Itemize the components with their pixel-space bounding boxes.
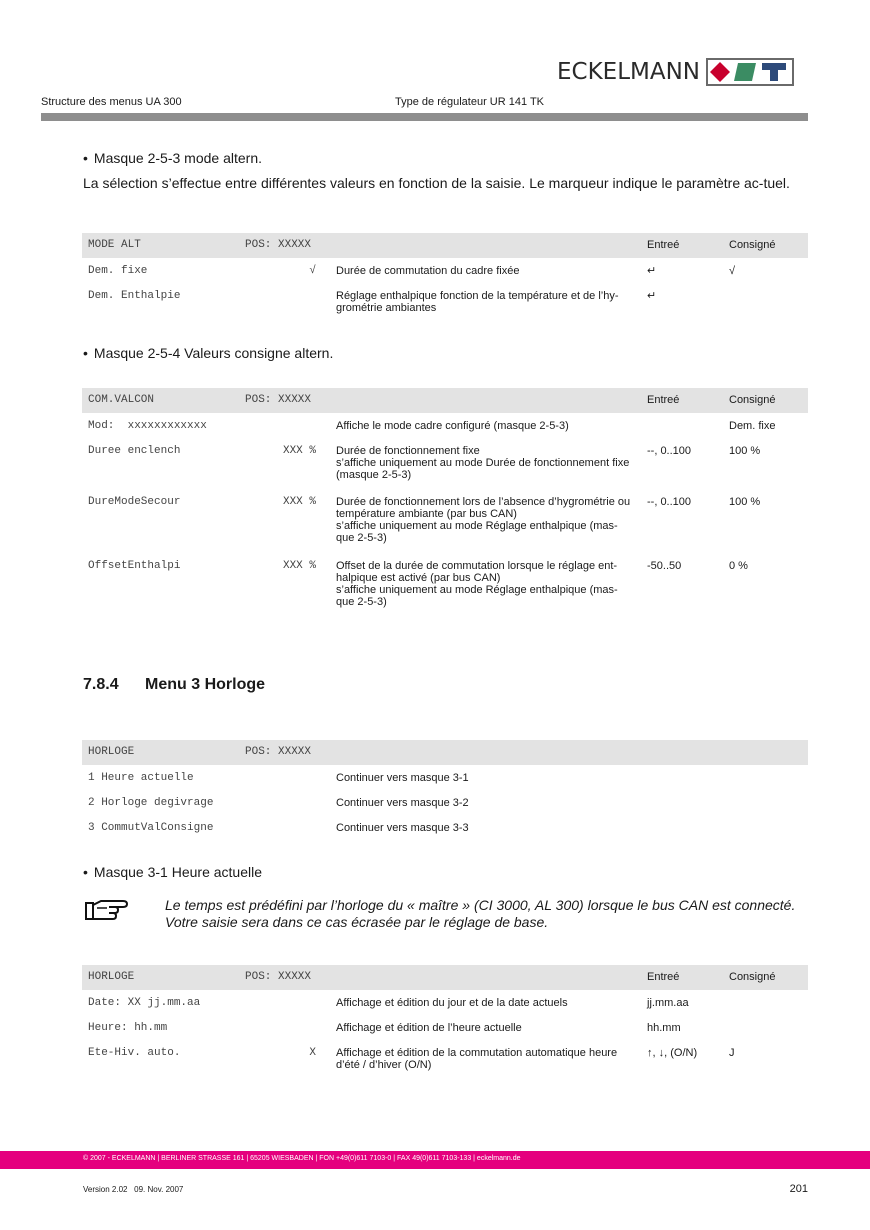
- row-description: Continuer vers masque 3-1: [336, 772, 469, 784]
- row-consigne: 0 %: [729, 560, 748, 572]
- row-entree: --, 0..100: [647, 445, 692, 457]
- header-left-title: Structure des menus UA 300: [41, 96, 182, 108]
- table-row: [82, 815, 808, 840]
- th-entree: Entreé: [647, 239, 680, 251]
- th-consigne: Consigné: [729, 239, 776, 251]
- row-param: 2 Horloge degivrage: [88, 797, 214, 809]
- logo-squares-icon: [708, 60, 792, 84]
- th-consigne: Consigné: [729, 394, 776, 406]
- table-row: [82, 790, 808, 815]
- th-entree: Entreé: [647, 394, 680, 406]
- th-entree: Entreé: [647, 971, 680, 983]
- row-consigne: Dem. fixe: [729, 420, 776, 432]
- table-row: [82, 553, 808, 617]
- logo-mark: [706, 58, 794, 86]
- table-header: [82, 388, 808, 413]
- row-consigne: J: [729, 1047, 735, 1059]
- row-param: 3 CommutValConsigne: [88, 822, 214, 834]
- footer-version: Version 2.02 09. Nov. 2007: [83, 1185, 184, 1194]
- row-entree: hh.mm: [647, 1022, 681, 1034]
- table-row: [82, 765, 808, 790]
- row-entree: ↵: [647, 265, 657, 277]
- table-row: [82, 990, 808, 1015]
- row-description: Réglage enthalpique fonction de la température et de l’hy-grométrie ambiantes: [336, 290, 619, 314]
- row-value: XXX %: [282, 445, 316, 457]
- row-param: OffsetEnthalpi: [88, 560, 181, 572]
- row-consigne: √: [729, 265, 736, 277]
- table-row: [82, 283, 808, 319]
- row-description: Durée de commutation du cadre fixée: [336, 265, 520, 277]
- bullet-mode-altern: • Masque 2-5-3 mode altern.: [83, 150, 262, 166]
- table-mode-alt: [82, 233, 808, 319]
- table-header: [82, 965, 808, 990]
- row-param: Mod: xxxxxxxxxxxx: [88, 420, 207, 432]
- table-horloge-menu: [82, 740, 808, 840]
- table-header: [82, 233, 808, 258]
- pointing-hand-icon: [83, 897, 129, 923]
- section-number: 7.8.4: [83, 676, 119, 693]
- row-param: Date: XX jj.mm.aa: [88, 997, 201, 1009]
- table-row: [82, 1015, 808, 1040]
- row-description: Affichage et édition du jour et de la date actuels: [336, 997, 568, 1009]
- row-param: Dem. Enthalpie: [88, 290, 181, 302]
- table-header: [82, 740, 808, 765]
- th-screen: HORLOGE: [88, 746, 135, 758]
- row-param: Heure: hh.mm: [88, 1022, 168, 1034]
- row-value: X: [309, 1047, 316, 1059]
- row-consigne: 100 %: [729, 445, 761, 457]
- row-entree: ↵: [647, 290, 657, 302]
- row-param: Duree enclench: [88, 445, 181, 457]
- th-pos: POS: XXXXX: [245, 746, 312, 758]
- row-consigne: 100 %: [729, 496, 761, 508]
- header-right-title: Type de régulateur UR 141 TK: [395, 96, 544, 108]
- th-screen: HORLOGE: [88, 971, 135, 983]
- table-row: [82, 1040, 808, 1076]
- row-description: Continuer vers masque 3-2: [336, 797, 469, 809]
- row-description: Offset de la durée de commutation lorsque le réglage ent-halpique est activé (par bus CAN) s’affiche uniquement au mode Réglage enthalpique (mas-que 2-5-3): [336, 560, 618, 608]
- th-pos: POS: XXXXX: [245, 971, 312, 983]
- eckelmann-logo: [557, 58, 794, 86]
- th-screen: COM.VALCON: [88, 394, 155, 406]
- intro-paragraph: La sélection s’effectue entre différentes valeurs en fonction de la saisie. Le marqueur indique le paramètre ac-tuel.: [83, 175, 790, 191]
- row-value: √: [309, 265, 316, 277]
- section-heading: [83, 676, 265, 694]
- row-description: Affichage et édition de l’heure actuelle: [336, 1022, 522, 1034]
- table-com-valcon: [82, 388, 808, 617]
- section-title: Menu 3 Horloge: [145, 676, 266, 693]
- th-screen: MODE ALT: [88, 239, 141, 251]
- row-value: XXX %: [282, 496, 316, 508]
- row-entree: jj.mm.aa: [647, 997, 689, 1009]
- row-value: XXX %: [282, 560, 316, 572]
- page-number: 201: [789, 1183, 808, 1195]
- row-param: 1 Heure actuelle: [88, 772, 194, 784]
- row-description: Durée de fonctionnement lors de l’absence d’hygrométrie ou température ambiante (par bus CAN) s’affiche uniquement au mode Réglage enthalpique (mas-que 2-5-3): [336, 496, 631, 544]
- table-row: [82, 489, 808, 553]
- th-pos: POS: XXXXX: [245, 394, 312, 406]
- row-entree: ↑, ↓, (O/N): [647, 1047, 698, 1059]
- row-param: Dem. fixe: [88, 265, 148, 277]
- table-row: [82, 413, 808, 438]
- table-row: [82, 438, 808, 489]
- note-text: Le temps est prédéfini par l’horloge du « maître » (CI 3000, AL 300) lorsque le bus CAN est connecté. Votre saisie sera dans ce cas écrasée par le réglage de base.: [165, 897, 796, 930]
- header-divider: [41, 113, 808, 121]
- footer-copyright: © 2007 - ECKELMANN | BERLINER STRASSE 161 | 65205 WIESBADEN | FON +49(0)611 7103-0 | FAX 49(0)611 7103-133 | eckelmann.de: [83, 1155, 521, 1162]
- th-consigne: Consigné: [729, 971, 776, 983]
- table-row: [82, 258, 808, 283]
- table-heure-actuelle: [82, 965, 808, 1076]
- logo-text: ECKELMANN: [557, 59, 701, 85]
- th-pos: POS: XXXXX: [245, 239, 312, 251]
- row-entree: --, 0..100: [647, 496, 692, 508]
- row-param: DureModeSecour: [88, 496, 181, 508]
- row-description: Affichage et édition de la commutation automatique heure d’été / d’hiver (O/N): [336, 1047, 618, 1071]
- row-entree: -50..50: [647, 560, 682, 572]
- row-param: Ete-Hiv. auto.: [88, 1047, 181, 1059]
- row-description: Affiche le mode cadre configuré (masque 2-5-3): [336, 420, 569, 432]
- row-description: Durée de fonctionnement fixe s’affiche uniquement au mode Durée de fonctionnement fixe (masque 2-5-3): [336, 445, 630, 481]
- bullet-heure-actuelle: • Masque 3-1 Heure actuelle: [83, 864, 262, 880]
- bullet-valeurs-consigne: • Masque 2-5-4 Valeurs consigne altern.: [83, 345, 333, 361]
- row-description: Continuer vers masque 3-3: [336, 822, 469, 834]
